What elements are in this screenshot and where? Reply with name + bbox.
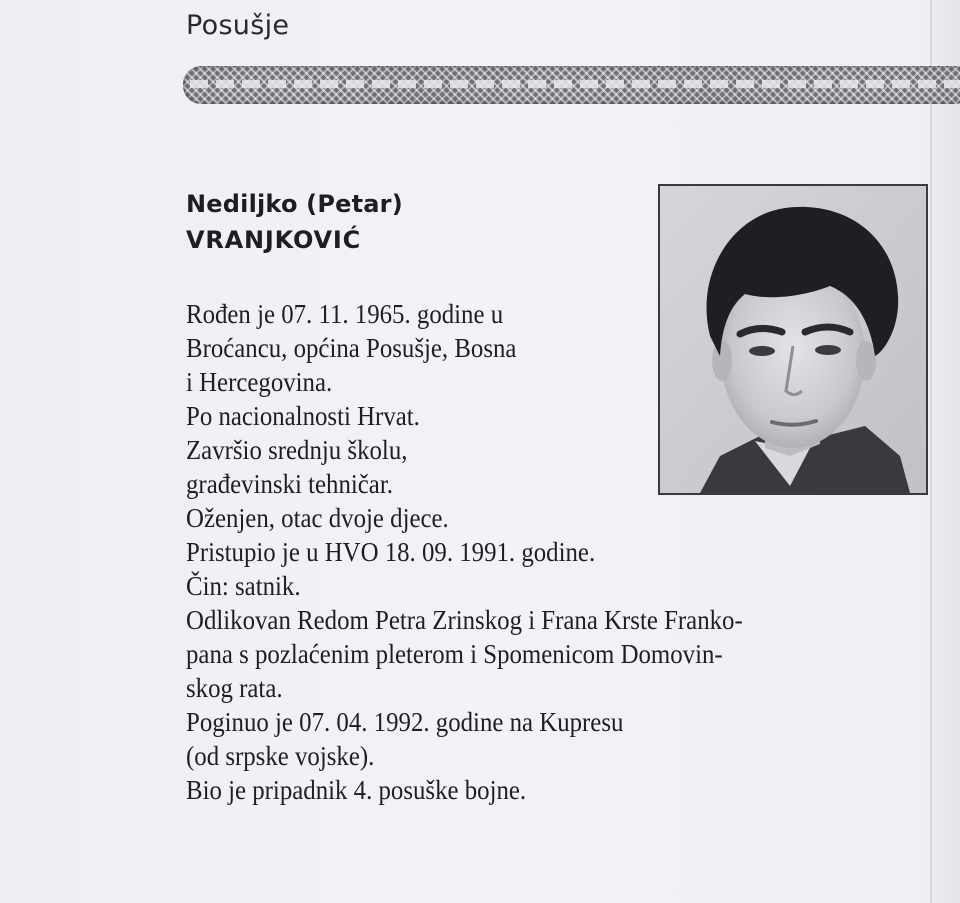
bio-line: Rođen je 07. 11. 1965. godine u <box>186 299 504 329</box>
given-name: Nediljko (Petar) <box>186 190 403 218</box>
bio-line: i Hercegovina. <box>186 367 333 397</box>
bio-line: Broćancu, općina Posušje, Bosna <box>186 333 517 363</box>
decorative-band-dashes <box>190 80 960 88</box>
person-name <box>186 186 403 258</box>
section-title: Posušje <box>186 10 290 41</box>
bio-line: Završio srednju školu, <box>186 435 408 465</box>
bio-line: Oženjen, otac dvoje djece. <box>186 503 449 533</box>
page-edge <box>930 0 932 903</box>
bio-line: skog rata. <box>186 673 283 703</box>
bio-line: Čin: satnik. <box>186 571 301 601</box>
bio-line: (od srpske vojske). <box>186 741 375 771</box>
bio-line: pana s pozlaćenim pleterom i Spomenicom Domovin- <box>186 639 723 669</box>
biography-text <box>186 297 867 807</box>
bio-line: građevinski tehničar. <box>186 469 393 499</box>
bio-line: Pristupio je u HVO 18. 09. 1991. godine. <box>186 537 596 567</box>
bio-line: Odlikovan Redom Petra Zrinskog i Frana Krste Franko- <box>186 605 743 635</box>
bio-line: Poginuo je 07. 04. 1992. godine na Kupresu <box>186 707 624 737</box>
bio-line: Bio je pripadnik 4. posuške bojne. <box>186 775 527 805</box>
bio-line: Po nacionalnosti Hrvat. <box>186 401 420 431</box>
surname: VRANJKOVIĆ <box>186 226 362 254</box>
